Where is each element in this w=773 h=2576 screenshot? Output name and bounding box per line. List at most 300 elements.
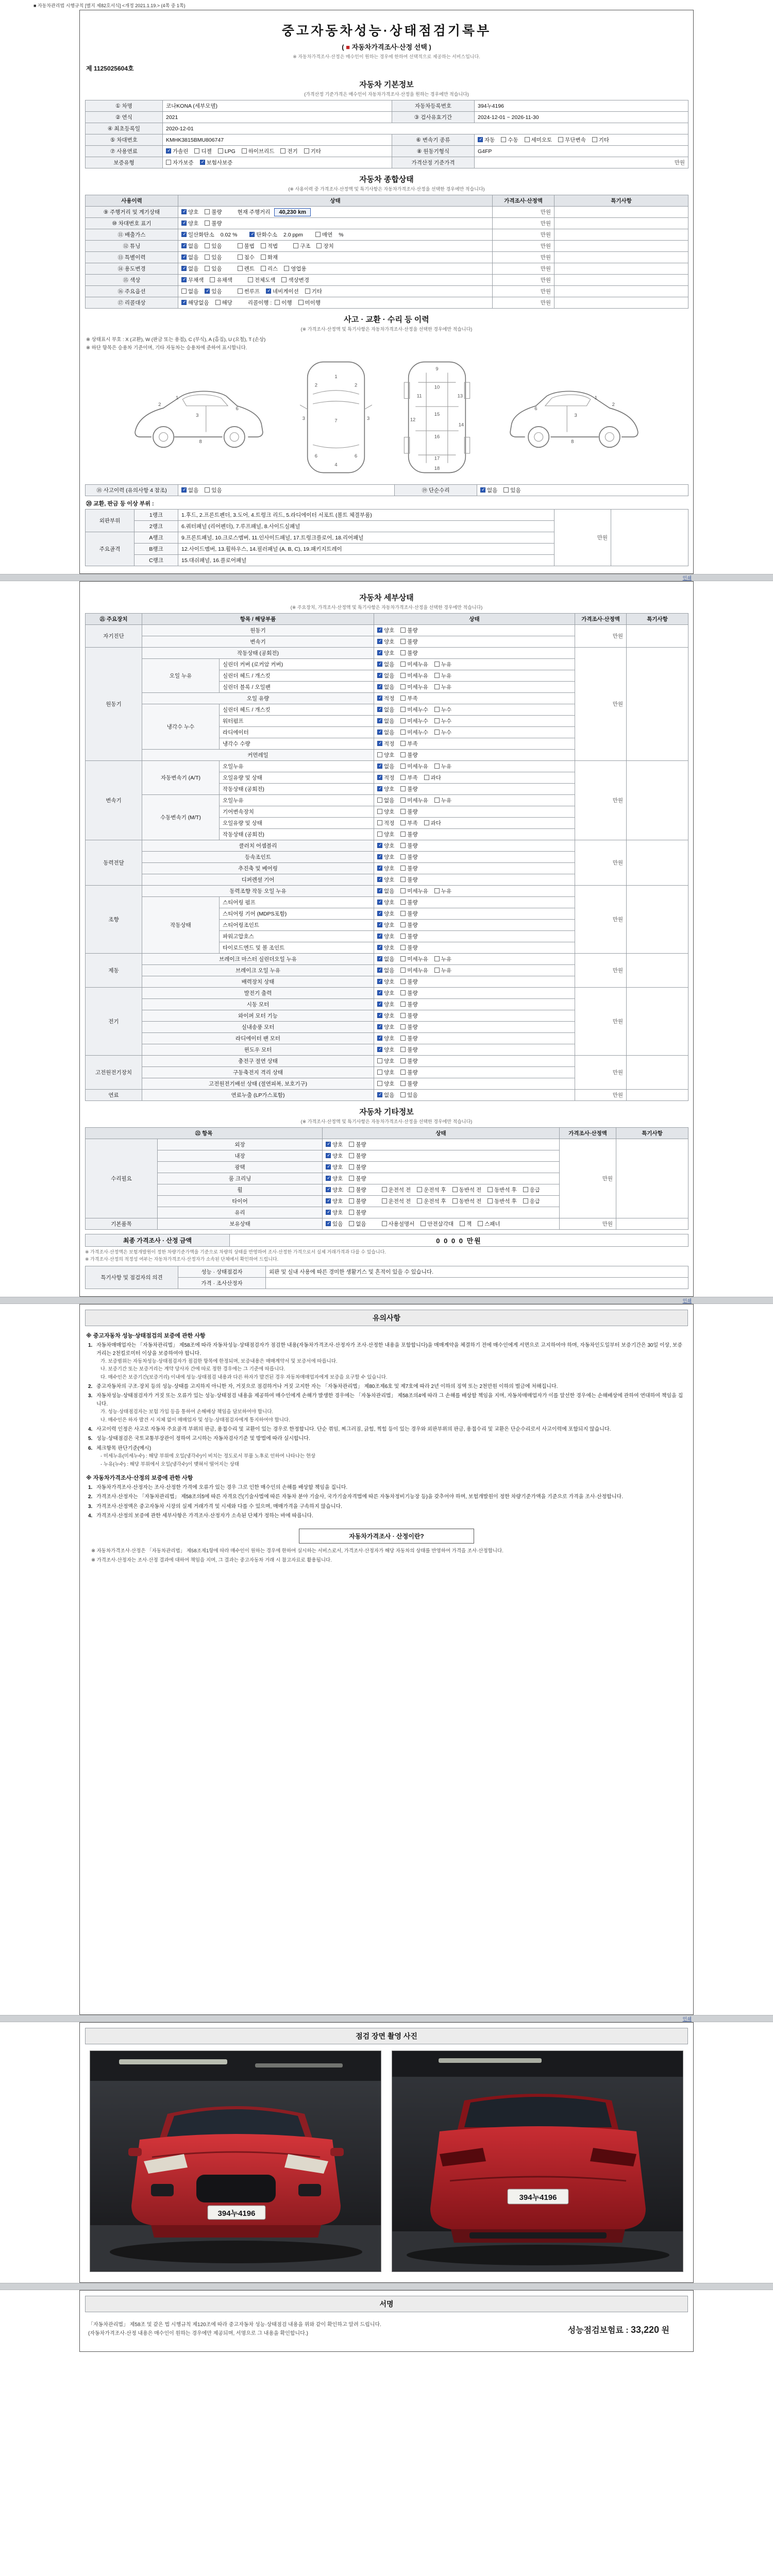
state-cell: [323, 1196, 560, 1207]
checkbox-LPG[interactable]: [218, 148, 223, 154]
checkbox-적정[interactable]: [377, 741, 382, 746]
checkbox-잭[interactable]: [460, 1221, 465, 1226]
checkbox-불량[interactable]: [400, 1013, 406, 1018]
checkbox-부족[interactable]: [400, 741, 406, 746]
checkbox-양호[interactable]: [377, 945, 382, 950]
checkbox-구조[interactable]: [293, 243, 298, 248]
checkbox-양호[interactable]: [377, 1036, 382, 1041]
checkbox-동반석 전[interactable]: [452, 1187, 458, 1192]
checkbox-누유[interactable]: [434, 673, 440, 678]
checkbox-운전석 전[interactable]: [382, 1198, 387, 1204]
checkbox-적법[interactable]: [261, 243, 266, 248]
inspection-photo-front: [90, 2050, 381, 2272]
checkbox-label: 하이브리드: [248, 148, 275, 155]
checkbox-없음[interactable]: [181, 255, 187, 260]
checkbox-미세누유[interactable]: [400, 968, 406, 973]
checkbox-과다[interactable]: [424, 775, 429, 780]
checkbox-불량[interactable]: [349, 1153, 354, 1158]
checkbox-label: 양호: [384, 1013, 395, 1019]
checkbox-부족[interactable]: [400, 820, 406, 825]
checkbox-미세누유[interactable]: [400, 956, 406, 961]
form-table: [85, 195, 688, 309]
checkbox-누유[interactable]: [434, 764, 440, 769]
checkbox-있음[interactable]: [205, 487, 210, 493]
checkbox-해당[interactable]: [215, 300, 221, 305]
checkbox-썬루프[interactable]: [238, 289, 243, 294]
checkbox-있음[interactable]: [205, 255, 210, 260]
notice-body: [85, 1331, 688, 1520]
checkbox-양호[interactable]: [377, 1024, 382, 1029]
checkbox-없음[interactable]: [377, 798, 382, 803]
checkbox-없음[interactable]: [349, 1221, 354, 1226]
checkbox-양호[interactable]: [377, 854, 382, 859]
cell: 발전기 출력: [142, 988, 374, 999]
notice-item-text: 자동차가격조사·산정자는 조사·산정한 가격에 오류가 있는 경우 그로 인한 매수인의 손해를 배상할 책임을 집니다.: [96, 1484, 348, 1490]
checkbox-불량[interactable]: [400, 628, 406, 633]
checkbox-양호[interactable]: [377, 752, 382, 757]
row-label: ⑬ 특별이력: [86, 252, 178, 263]
notice-item-text: 가격조사·산정자는 「자동차관리법」 제58조의5에 따른 자격요건(기술사법에 따른 자동차 분야 기술사, 국가기술자격법에 따른 자동차정비기능장 등)을 갖추어야 하며, 보험개발원이 정한 차량기준가액을 기준으로 가격을 조사·산정합니다.: [96, 1494, 623, 1500]
checkbox-누유[interactable]: [434, 956, 440, 961]
sheet-notice: [79, 1304, 694, 2015]
checkbox-양호[interactable]: [377, 1070, 382, 1075]
checkbox-미세누유[interactable]: [400, 673, 406, 678]
checkbox-누유[interactable]: [434, 662, 440, 667]
checkbox-양호[interactable]: [326, 1210, 331, 1215]
checkbox-양호[interactable]: [377, 990, 382, 995]
state-cell: [323, 1139, 560, 1150]
checkbox-운전석 전[interactable]: [382, 1187, 387, 1192]
diagram-part-number: 2: [314, 382, 318, 388]
checkbox-일산화탄소[interactable]: [181, 232, 187, 237]
checkbox-양호[interactable]: [377, 934, 382, 939]
checkbox-있음[interactable]: [205, 243, 210, 248]
checkbox-누유[interactable]: [434, 888, 440, 893]
state-cell: [178, 218, 493, 229]
exchange-parts-heading: ⑳ 교환, 판금 등 이상 부위 :: [86, 501, 154, 507]
car-diagram-left-side: [122, 371, 276, 464]
checkbox-label: 양호: [384, 752, 395, 758]
checkbox-불량[interactable]: [400, 639, 406, 644]
checkbox-양호[interactable]: [377, 922, 382, 927]
checkbox-양호[interactable]: [326, 1142, 331, 1147]
cell: [554, 218, 688, 229]
checkbox-없음[interactable]: [377, 684, 382, 689]
checkbox-누수[interactable]: [434, 718, 440, 723]
cell: 2024-12-01 ~ 2026-11-30: [475, 112, 688, 123]
price-cell: 만원: [575, 625, 627, 648]
checkbox-label: 양호: [384, 809, 395, 815]
checkbox-없음[interactable]: [377, 707, 382, 712]
checkbox-누유[interactable]: [434, 684, 440, 689]
checkbox-불량[interactable]: [400, 1036, 406, 1041]
checkbox-이행[interactable]: [275, 300, 280, 305]
checkbox-기타[interactable]: [304, 148, 309, 154]
checkbox-label: 있음: [211, 266, 222, 272]
checkbox-운전석 후[interactable]: [417, 1198, 422, 1204]
checkbox-과다[interactable]: [424, 820, 429, 825]
checkbox-미세누유[interactable]: [400, 662, 406, 667]
state-cell: [374, 1078, 575, 1090]
checkbox-불량[interactable]: [400, 650, 406, 655]
checkbox-자동[interactable]: [478, 137, 483, 142]
price-cell: 만원: [560, 1218, 616, 1230]
checkbox-미세누유[interactable]: [400, 684, 406, 689]
checkbox-네비게이션[interactable]: [266, 289, 271, 294]
price-cell: 만원: [575, 1090, 627, 1101]
checkbox-label: 불량: [407, 934, 418, 940]
diagram-part-number: 12: [410, 416, 416, 422]
checkbox-불량[interactable]: [400, 866, 406, 871]
checkbox-불량[interactable]: [400, 1047, 406, 1052]
checkbox-label: 누유: [441, 684, 452, 690]
document-subnote: ※ 자동차가격조사·산정은 매수인이 원하는 경우에 한하여 선택적으로 제공하는 서비스입니다.: [293, 54, 480, 59]
checkbox-양호[interactable]: [377, 900, 382, 905]
checkbox-양호[interactable]: [326, 1176, 331, 1181]
checkbox-양호[interactable]: [326, 1198, 331, 1204]
checkbox-누수[interactable]: [434, 730, 440, 735]
checkbox-없음[interactable]: [181, 487, 187, 493]
checkbox-양호[interactable]: [377, 639, 382, 644]
checkbox-불량[interactable]: [349, 1142, 354, 1147]
checkbox-없음[interactable]: [480, 487, 485, 493]
checkbox-있음[interactable]: [400, 1092, 406, 1097]
checkbox-없음[interactable]: [377, 956, 382, 961]
checkbox-전기[interactable]: [280, 148, 285, 154]
row-label: 기본품목: [86, 1218, 158, 1230]
checkbox-양호[interactable]: [377, 809, 382, 814]
checkbox-label: 사용설명서: [388, 1221, 415, 1227]
checkbox-양호[interactable]: [326, 1153, 331, 1158]
checkbox-불량[interactable]: [205, 221, 210, 226]
checkbox-동반석 전[interactable]: [452, 1198, 458, 1204]
checkbox-없음[interactable]: [377, 662, 382, 667]
accident-history-row: [85, 484, 688, 496]
checkbox-해당없음[interactable]: [181, 300, 187, 305]
checkbox-있음[interactable]: [205, 266, 210, 271]
checkbox-기타[interactable]: [592, 137, 597, 142]
checkbox-전체도색[interactable]: [248, 277, 253, 282]
checkbox-유채색[interactable]: [210, 277, 215, 282]
checkbox-불량[interactable]: [400, 934, 406, 939]
checkbox-불량[interactable]: [400, 1081, 406, 1086]
cell: 작동상태 (공회전): [220, 784, 374, 795]
checkbox-불량[interactable]: [400, 979, 406, 984]
diagram-part-number: 1: [175, 395, 179, 401]
checkbox-스패너[interactable]: [478, 1221, 483, 1226]
checkbox-탄화수소[interactable]: [249, 232, 255, 237]
checkbox-없음[interactable]: [377, 1092, 382, 1097]
checkbox-불량[interactable]: [349, 1210, 354, 1215]
notice-item-text: 성능·상태점검은 국토교통부장관이 정하여 고시하는 자동차검사기준 및 방법에 따라 실시합니다.: [96, 1436, 310, 1442]
cell: 2랭크: [135, 521, 178, 532]
checkbox-양호[interactable]: [377, 979, 382, 984]
checkbox-label: 불량: [407, 786, 418, 792]
row-label: 자기진단: [86, 625, 142, 648]
checkbox-불량[interactable]: [400, 752, 406, 757]
checkbox-양호[interactable]: [377, 832, 382, 837]
checkbox-label: 불량: [407, 1036, 418, 1042]
checkbox-양호[interactable]: [377, 1047, 382, 1052]
checkbox-없음[interactable]: [377, 888, 382, 893]
cell: 등속조인트: [142, 852, 374, 863]
cell: 파워고압호스: [220, 931, 374, 942]
cell: 원동기: [142, 625, 374, 636]
cell: 배력장치 상태: [142, 976, 374, 988]
checkbox-사용설명서[interactable]: [382, 1221, 387, 1226]
checkbox-양호[interactable]: [377, 1081, 382, 1086]
checkbox-동반석 후[interactable]: [488, 1198, 493, 1204]
checkbox-양호[interactable]: [377, 877, 382, 882]
checkbox-label: 일산화탄소: [188, 232, 214, 238]
checkbox-있음[interactable]: [503, 487, 509, 493]
checkbox-없음[interactable]: [377, 718, 382, 723]
checkbox-label: 운전석 전: [388, 1198, 411, 1205]
checkbox-매연[interactable]: [315, 232, 321, 237]
checkbox-장치[interactable]: [316, 243, 322, 248]
section-title-accident: 사고 · 교환 · 수리 등 이력: [344, 315, 429, 324]
checkbox-불량[interactable]: [400, 809, 406, 814]
checkbox-양호[interactable]: [377, 786, 382, 791]
checkbox-안전삼각대[interactable]: [421, 1221, 426, 1226]
price-definition-box: 자동차가격조사 · 산정이란?: [299, 1529, 474, 1544]
checkbox-미세누수[interactable]: [400, 707, 406, 712]
checkbox-불량[interactable]: [400, 1024, 406, 1029]
checkbox-적정[interactable]: [377, 696, 382, 701]
checkbox-미세누유[interactable]: [400, 798, 406, 803]
row-label: ⑲ 단순수리: [395, 485, 477, 496]
price-notes: [85, 1249, 688, 1263]
checkbox-영업용[interactable]: [284, 266, 289, 271]
state-cell: [374, 795, 575, 806]
checkbox-자가보증[interactable]: [166, 160, 171, 165]
checkbox-불량[interactable]: [349, 1164, 354, 1170]
checkbox-누수[interactable]: [434, 707, 440, 712]
checkbox-불량[interactable]: [400, 843, 406, 848]
document-number: 제 1125025604호: [86, 65, 134, 72]
notice-item-text: 자동차매매업자는 「자동차관리법」 제58조에 따라 자동차성능·상태점검자가 점검한 내용(자동차가격조사·산정자가 조사·산정한 내용을 포함합니다)을 매매계약을 체결하기 전에 매수인에게 서면으로 고지하여야 하며, 자동차인도일부터 보증기간은 30일 이상, 보증거리는 2천킬로미터 이상을 보증하여야 합니다.: [96, 1343, 683, 1357]
state-cell: [374, 965, 575, 976]
checkbox-부족[interactable]: [400, 696, 406, 701]
checkbox-화재[interactable]: [261, 255, 266, 260]
checkbox-label: 양호: [384, 1047, 395, 1053]
checkbox-양호[interactable]: [377, 1002, 382, 1007]
print-link[interactable]: 인쇄: [682, 2016, 692, 2022]
checkbox-기타[interactable]: [305, 289, 310, 294]
cell: [627, 1090, 688, 1101]
checkbox-불량[interactable]: [400, 922, 406, 927]
row-label: ⑨ 주행거리 및 계기상태: [86, 207, 178, 218]
checkbox-label: 기타: [598, 137, 610, 143]
checkbox-label: 썬루프: [244, 289, 260, 295]
cell: KMHK3815BMU806747: [163, 134, 392, 146]
checkbox-양호[interactable]: [326, 1164, 331, 1170]
checkbox-누유[interactable]: [434, 798, 440, 803]
checkbox-불량[interactable]: [400, 832, 406, 837]
checkbox-없음[interactable]: [377, 968, 382, 973]
checkbox-양호[interactable]: [377, 628, 382, 633]
signature-legal-lines: [88, 2320, 568, 2338]
checkbox-label: 양호: [384, 900, 395, 906]
checkbox-없음[interactable]: [181, 243, 187, 248]
checkbox-수동[interactable]: [501, 137, 506, 142]
checkbox-동반석 후[interactable]: [488, 1187, 493, 1192]
row-label: 동력전달: [86, 840, 142, 886]
cell: 워터펌프: [220, 716, 374, 727]
checkbox-없음[interactable]: [181, 266, 187, 271]
checkbox-label: 불량: [407, 843, 418, 849]
notice-item-number: 2.: [88, 1383, 93, 1389]
checkbox-응급[interactable]: [523, 1198, 528, 1204]
print-link[interactable]: 인쇄: [682, 1298, 692, 1303]
checkbox-없음[interactable]: [377, 673, 382, 678]
notice-item-number: 3.: [88, 1393, 93, 1399]
print-link[interactable]: 인쇄: [682, 575, 692, 581]
notice-item: [88, 1445, 687, 1453]
cell: 디퍼렌셜 기어: [142, 874, 374, 886]
checkbox-label: 누수: [441, 718, 452, 724]
checkbox-양호[interactable]: [326, 1187, 331, 1192]
checkbox-운전석 후[interactable]: [417, 1187, 422, 1192]
checkbox-양호[interactable]: [377, 650, 382, 655]
checkbox-리스[interactable]: [261, 266, 266, 271]
cell: 가격 · 조사산정자: [178, 1278, 266, 1289]
state-cell: [374, 806, 575, 818]
checkbox-label: 불량: [407, 1024, 418, 1030]
checkbox-불량[interactable]: [400, 854, 406, 859]
checkbox-있음[interactable]: [205, 289, 210, 294]
checkbox-label: 불량: [407, 628, 418, 634]
checkbox-불량[interactable]: [400, 911, 406, 916]
checkbox-부족[interactable]: [400, 775, 406, 780]
checkbox-불법[interactable]: [238, 243, 243, 248]
checkbox-적정[interactable]: [377, 820, 382, 825]
checkbox-불량[interactable]: [400, 1058, 406, 1063]
checkbox-침수[interactable]: [238, 255, 243, 260]
checkbox-렌트[interactable]: [238, 266, 243, 271]
diagram-part-number: 8: [571, 438, 574, 445]
checkbox-label: 장치: [323, 243, 334, 249]
checkbox-있음[interactable]: [326, 1221, 331, 1226]
checkbox-label: 불량: [407, 1081, 418, 1087]
checkbox-양호[interactable]: [377, 866, 382, 871]
column-header: 특기사항: [554, 195, 688, 207]
checkbox-불량[interactable]: [349, 1198, 354, 1204]
checkbox-무채색[interactable]: [181, 277, 187, 282]
notice-subitem: 다. 매수인은 보증기간(보증거리) 이내에 성능·상태점검 내용과 다른 하자가 발견된 경우 자동차매매업자에게 보증을 요구할 수 있습니다.: [100, 1374, 388, 1380]
cell: [611, 510, 688, 566]
checkbox-없음[interactable]: [377, 730, 382, 735]
photo-front-graphic: [90, 2051, 381, 2272]
checkbox-label: LPG: [224, 148, 236, 155]
checkbox-양호[interactable]: [377, 1013, 382, 1018]
checkbox-세미오토[interactable]: [525, 137, 530, 142]
state-cell: [178, 263, 493, 275]
checkbox-양호[interactable]: [377, 911, 382, 916]
checkbox-label: 양호: [332, 1153, 343, 1159]
checkbox-양호[interactable]: [181, 221, 187, 226]
checkbox-불량[interactable]: [400, 945, 406, 950]
checkbox-양호[interactable]: [181, 209, 187, 214]
cell: 스티어링조인트: [220, 920, 374, 931]
state-cell: [374, 625, 575, 636]
checkbox-무단변속[interactable]: [558, 137, 563, 142]
checkbox-없음[interactable]: [377, 764, 382, 769]
checkbox-하이브리드[interactable]: [242, 148, 247, 154]
checkbox-불량[interactable]: [400, 1070, 406, 1075]
notice-subitem: - 미세누유(미세누수) : 해당 부위에 오일(냉각수)이 비치는 정도로서 부품 노후로 인하여 나타나는 현상: [100, 1453, 316, 1460]
checkbox-불량[interactable]: [400, 1002, 406, 1007]
signature-legal-line-2: (자동차가격조사·산정 내용은 매수인이 원하는 경우에만 제공되며, 서명으로 그 내용을 확인합니다.): [88, 2331, 308, 2336]
checkbox-없음[interactable]: [181, 289, 187, 294]
cell: [627, 625, 688, 648]
checkbox-양호[interactable]: [377, 1058, 382, 1063]
checkbox-label: 불량: [407, 979, 418, 985]
final-price-table: [85, 1234, 688, 1247]
cell: [627, 761, 688, 840]
cell: 타이어: [158, 1196, 323, 1207]
checkbox-미이행[interactable]: [298, 300, 304, 305]
state-cell: [374, 784, 575, 795]
checkbox-불량[interactable]: [349, 1187, 354, 1192]
checkbox-불량[interactable]: [205, 209, 210, 214]
checkbox-미세누유[interactable]: [400, 888, 406, 893]
basic-info-table: [85, 100, 688, 168]
checkbox-label: 누유: [441, 968, 452, 974]
inline-text: 2.0 ppm: [283, 232, 303, 238]
checkbox-label: 불량: [407, 945, 418, 951]
document-header: [85, 15, 688, 61]
checkbox-label: 없음: [188, 289, 199, 295]
checkbox-양호[interactable]: [377, 843, 382, 848]
checkbox-label: 불량: [407, 832, 418, 838]
checkbox-label: 양호: [384, 1070, 395, 1076]
checkbox-미세누수[interactable]: [400, 718, 406, 723]
checkbox-label: 부족: [407, 741, 418, 747]
checkbox-적정[interactable]: [377, 775, 382, 780]
inspection-premium: [568, 2324, 685, 2335]
checkbox-불량[interactable]: [400, 990, 406, 995]
checkbox-보험사보증[interactable]: [200, 160, 205, 165]
checkbox-불량[interactable]: [400, 900, 406, 905]
column-header: 특기사항: [616, 1128, 688, 1139]
checkbox-디젤[interactable]: [194, 148, 199, 154]
section-note-detail: (※ 주요장치, 가격조사·산정액 및 특기사항은 자동차가격조사·산정을 선택한 경우에만 적습니다): [290, 605, 483, 610]
checkbox-불량[interactable]: [349, 1176, 354, 1181]
cell: 내장: [158, 1150, 323, 1162]
license-plate-rear: 394누4196: [519, 2193, 557, 2202]
checkbox-불량[interactable]: [400, 877, 406, 882]
cell: 브레이크 마스터 실린더오일 누유: [142, 954, 374, 965]
cell: A랭크: [135, 532, 178, 544]
section-title-etc: 자동차 기타정보: [359, 1108, 414, 1116]
checkbox-label: 누유: [441, 764, 452, 770]
checkbox-label: 양호: [384, 866, 395, 872]
checkbox-불량[interactable]: [400, 786, 406, 791]
checkbox-label: 자가보증: [173, 160, 194, 166]
column-header: 상태: [323, 1128, 560, 1139]
row-label: ⑤ 차대번호: [86, 134, 163, 146]
checkbox-미세누유[interactable]: [400, 764, 406, 769]
checkbox-응급[interactable]: [523, 1187, 528, 1192]
checkbox-색상변경[interactable]: [281, 277, 287, 282]
cell: 12.사이드멤버, 13.휠하우스, 14.필러패널 (A, B, C), 19.패키지트레이: [178, 544, 554, 555]
checkbox-가솔린[interactable]: [166, 148, 171, 154]
checkbox-미세누수[interactable]: [400, 730, 406, 735]
checkbox-label: 양호: [384, 786, 395, 792]
checkbox-누유[interactable]: [434, 968, 440, 973]
premium-label: 성능점검보험료 :: [567, 2326, 631, 2335]
